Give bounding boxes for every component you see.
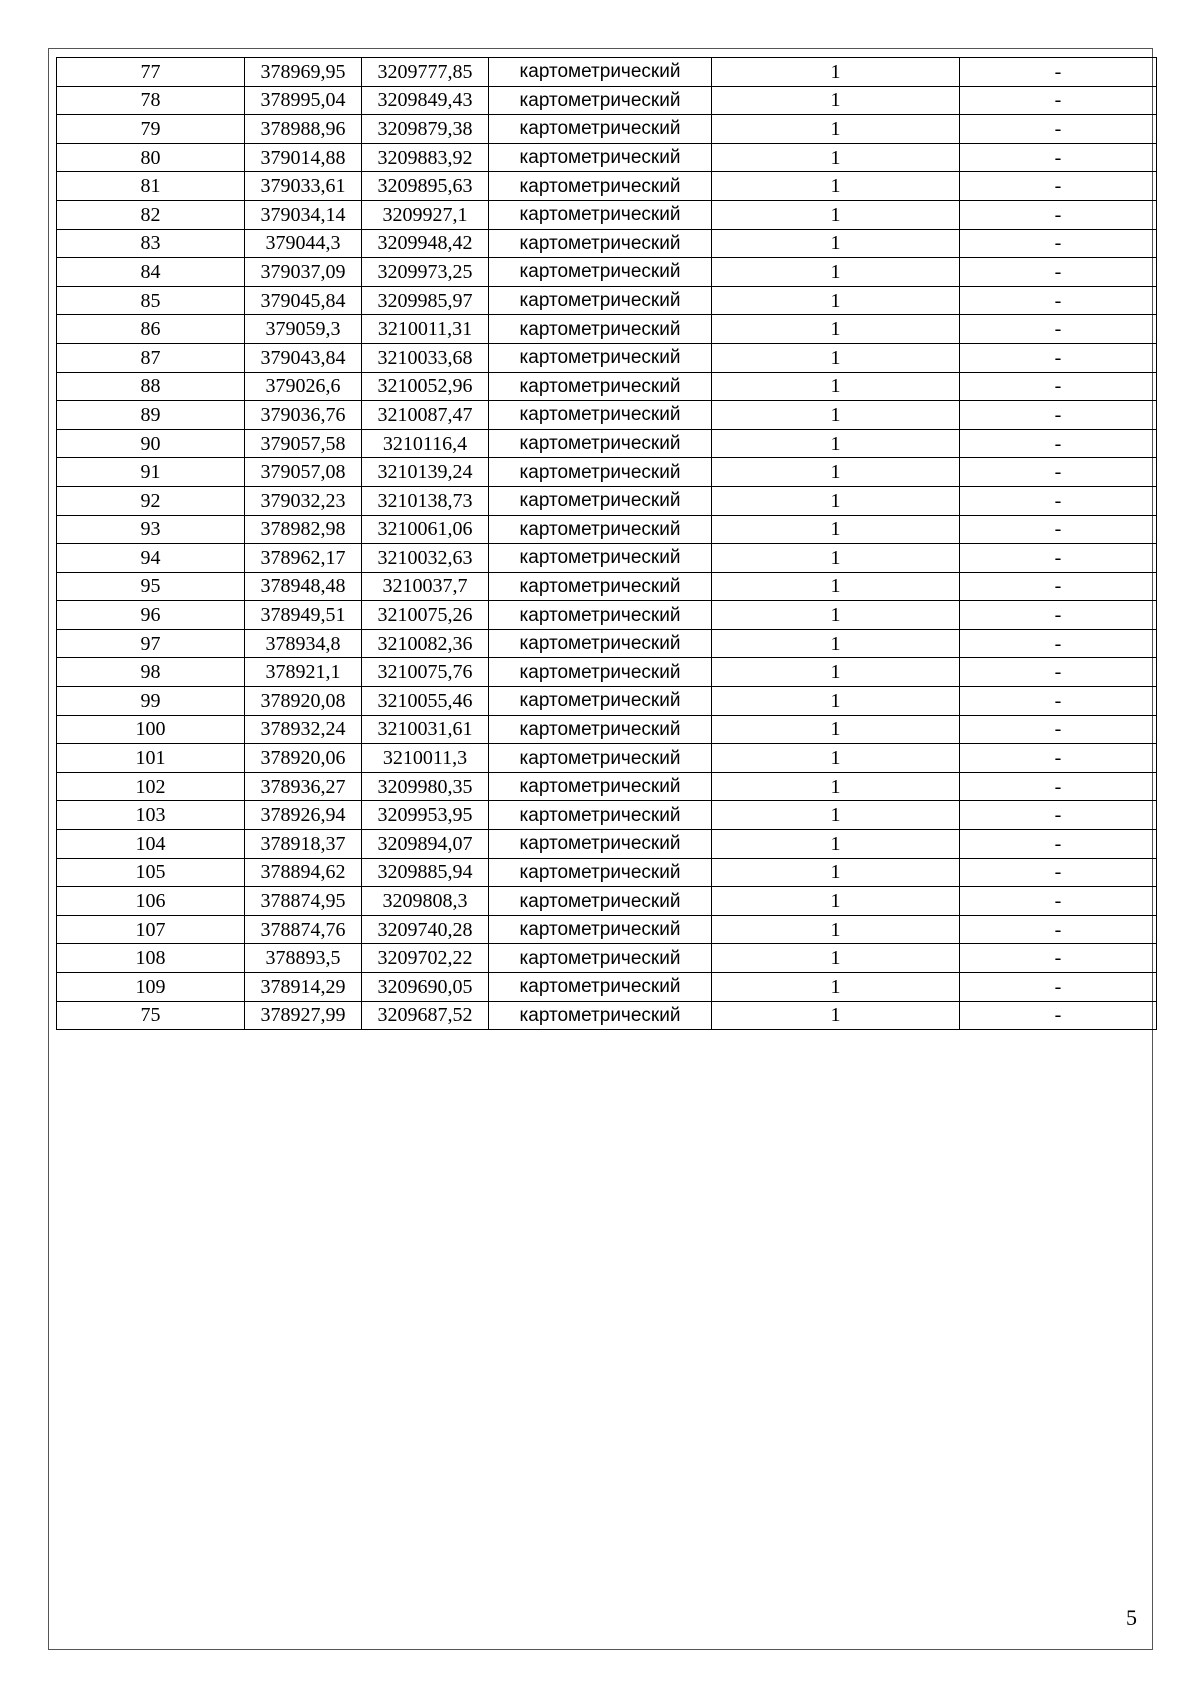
point-number-cell: 89 (57, 401, 245, 430)
y-coordinate-cell: 3210087,47 (362, 401, 489, 430)
table-row (57, 143, 1157, 172)
coordinates-table (56, 57, 1157, 1030)
note-cell: - (960, 258, 1157, 287)
note-cell: - (960, 486, 1157, 515)
y-coordinate-cell: 3210061,06 (362, 515, 489, 544)
point-number-cell: 102 (57, 772, 245, 801)
accuracy-cell: 1 (712, 86, 960, 115)
table-row (57, 115, 1157, 144)
y-coordinate-cell: 3209894,07 (362, 830, 489, 859)
y-coordinate-cell: 3209808,3 (362, 887, 489, 916)
y-coordinate-cell: 3209885,94 (362, 858, 489, 887)
y-coordinate-cell: 3209883,92 (362, 143, 489, 172)
note-cell: - (960, 915, 1157, 944)
coordinates-table-body (57, 58, 1157, 1030)
note-cell: - (960, 544, 1157, 573)
x-coordinate-cell: 378918,37 (245, 830, 362, 859)
point-number-cell: 97 (57, 629, 245, 658)
table-row (57, 58, 1157, 87)
method-cell: картометрический (489, 801, 712, 830)
table-row (57, 830, 1157, 859)
y-coordinate-cell: 3209687,52 (362, 1001, 489, 1030)
table-row (57, 915, 1157, 944)
method-cell: картометрический (489, 86, 712, 115)
x-coordinate-cell: 378936,27 (245, 772, 362, 801)
point-number-cell: 100 (57, 715, 245, 744)
note-cell: - (960, 115, 1157, 144)
table-row (57, 401, 1157, 430)
x-coordinate-cell: 379057,08 (245, 458, 362, 487)
accuracy-cell: 1 (712, 744, 960, 773)
method-cell: картометрический (489, 973, 712, 1002)
y-coordinate-cell: 3210082,36 (362, 629, 489, 658)
method-cell: картометрический (489, 429, 712, 458)
accuracy-cell: 1 (712, 515, 960, 544)
point-number-cell: 87 (57, 343, 245, 372)
x-coordinate-cell: 378932,24 (245, 715, 362, 744)
point-number-cell: 75 (57, 1001, 245, 1030)
y-coordinate-cell: 3209740,28 (362, 915, 489, 944)
y-coordinate-cell: 3210138,73 (362, 486, 489, 515)
point-number-cell: 101 (57, 744, 245, 773)
accuracy-cell: 1 (712, 658, 960, 687)
accuracy-cell: 1 (712, 801, 960, 830)
table-row (57, 86, 1157, 115)
table-row (57, 372, 1157, 401)
note-cell: - (960, 143, 1157, 172)
note-cell: - (960, 86, 1157, 115)
x-coordinate-cell: 378874,76 (245, 915, 362, 944)
point-number-cell: 109 (57, 973, 245, 1002)
accuracy-cell: 1 (712, 601, 960, 630)
y-coordinate-cell: 3209927,1 (362, 200, 489, 229)
accuracy-cell: 1 (712, 887, 960, 916)
accuracy-cell: 1 (712, 973, 960, 1002)
x-coordinate-cell: 378920,06 (245, 744, 362, 773)
note-cell: - (960, 200, 1157, 229)
accuracy-cell: 1 (712, 572, 960, 601)
accuracy-cell: 1 (712, 143, 960, 172)
method-cell: картометрический (489, 944, 712, 973)
y-coordinate-cell: 3210075,76 (362, 658, 489, 687)
point-number-cell: 95 (57, 572, 245, 601)
accuracy-cell: 1 (712, 229, 960, 258)
x-coordinate-cell: 379043,84 (245, 343, 362, 372)
note-cell: - (960, 372, 1157, 401)
point-number-cell: 107 (57, 915, 245, 944)
y-coordinate-cell: 3209953,95 (362, 801, 489, 830)
accuracy-cell: 1 (712, 629, 960, 658)
table-row (57, 772, 1157, 801)
page-number: 5 (1126, 1605, 1137, 1630)
note-cell: - (960, 58, 1157, 87)
note-cell: - (960, 658, 1157, 687)
accuracy-cell: 1 (712, 830, 960, 859)
table-row (57, 944, 1157, 973)
point-number-cell: 85 (57, 286, 245, 315)
method-cell: картометрический (489, 486, 712, 515)
y-coordinate-cell: 3209690,05 (362, 973, 489, 1002)
y-coordinate-cell: 3210052,96 (362, 372, 489, 401)
method-cell: картометрический (489, 58, 712, 87)
x-coordinate-cell: 378921,1 (245, 658, 362, 687)
y-coordinate-cell: 3209948,42 (362, 229, 489, 258)
method-cell: картометрический (489, 315, 712, 344)
x-coordinate-cell: 379034,14 (245, 200, 362, 229)
method-cell: картометрический (489, 830, 712, 859)
point-number-cell: 104 (57, 830, 245, 859)
x-coordinate-cell: 379059,3 (245, 315, 362, 344)
x-coordinate-cell: 378988,96 (245, 115, 362, 144)
method-cell: картометрический (489, 172, 712, 201)
table-row (57, 200, 1157, 229)
point-number-cell: 98 (57, 658, 245, 687)
method-cell: картометрический (489, 687, 712, 716)
method-cell: картометрический (489, 572, 712, 601)
accuracy-cell: 1 (712, 58, 960, 87)
point-number-cell: 77 (57, 58, 245, 87)
table-row (57, 687, 1157, 716)
table-row (57, 429, 1157, 458)
note-cell: - (960, 744, 1157, 773)
accuracy-cell: 1 (712, 401, 960, 430)
note-cell: - (960, 286, 1157, 315)
table-row (57, 744, 1157, 773)
x-coordinate-cell: 379037,09 (245, 258, 362, 287)
y-coordinate-cell: 3210033,68 (362, 343, 489, 372)
y-coordinate-cell: 3210075,26 (362, 601, 489, 630)
note-cell: - (960, 315, 1157, 344)
table-row (57, 973, 1157, 1002)
table-row (57, 715, 1157, 744)
point-number-cell: 105 (57, 858, 245, 887)
x-coordinate-cell: 378927,99 (245, 1001, 362, 1030)
method-cell: картометрический (489, 544, 712, 573)
x-coordinate-cell: 379032,23 (245, 486, 362, 515)
table-row (57, 1001, 1157, 1030)
y-coordinate-cell: 3209895,63 (362, 172, 489, 201)
y-coordinate-cell: 3209849,43 (362, 86, 489, 115)
point-number-cell: 90 (57, 429, 245, 458)
table-row (57, 515, 1157, 544)
table-row (57, 229, 1157, 258)
x-coordinate-cell: 378914,29 (245, 973, 362, 1002)
method-cell: картометрический (489, 372, 712, 401)
point-number-cell: 78 (57, 86, 245, 115)
method-cell: картометрический (489, 858, 712, 887)
point-number-cell: 94 (57, 544, 245, 573)
point-number-cell: 108 (57, 944, 245, 973)
point-number-cell: 84 (57, 258, 245, 287)
x-coordinate-cell: 379033,61 (245, 172, 362, 201)
note-cell: - (960, 572, 1157, 601)
x-coordinate-cell: 379036,76 (245, 401, 362, 430)
y-coordinate-cell: 3210032,63 (362, 544, 489, 573)
y-coordinate-cell: 3210116,4 (362, 429, 489, 458)
note-cell: - (960, 515, 1157, 544)
point-number-cell: 88 (57, 372, 245, 401)
method-cell: картометрический (489, 915, 712, 944)
note-cell: - (960, 715, 1157, 744)
point-number-cell: 82 (57, 200, 245, 229)
method-cell: картометрический (489, 772, 712, 801)
table-row (57, 258, 1157, 287)
table-row (57, 315, 1157, 344)
y-coordinate-cell: 3209973,25 (362, 258, 489, 287)
note-cell: - (960, 601, 1157, 630)
accuracy-cell: 1 (712, 172, 960, 201)
table-row (57, 572, 1157, 601)
note-cell: - (960, 229, 1157, 258)
method-cell: картометрический (489, 200, 712, 229)
x-coordinate-cell: 379045,84 (245, 286, 362, 315)
x-coordinate-cell: 379044,3 (245, 229, 362, 258)
y-coordinate-cell: 3210055,46 (362, 687, 489, 716)
method-cell: картометрический (489, 458, 712, 487)
note-cell: - (960, 801, 1157, 830)
table-row (57, 172, 1157, 201)
x-coordinate-cell: 378874,95 (245, 887, 362, 916)
accuracy-cell: 1 (712, 429, 960, 458)
method-cell: картометрический (489, 658, 712, 687)
method-cell: картометрический (489, 887, 712, 916)
accuracy-cell: 1 (712, 458, 960, 487)
y-coordinate-cell: 3210037,7 (362, 572, 489, 601)
point-number-cell: 106 (57, 887, 245, 916)
x-coordinate-cell: 378969,95 (245, 58, 362, 87)
point-number-cell: 93 (57, 515, 245, 544)
method-cell: картометрический (489, 1001, 712, 1030)
note-cell: - (960, 887, 1157, 916)
x-coordinate-cell: 378962,17 (245, 544, 362, 573)
y-coordinate-cell: 3209777,85 (362, 58, 489, 87)
y-coordinate-cell: 3210011,3 (362, 744, 489, 773)
x-coordinate-cell: 378934,8 (245, 629, 362, 658)
point-number-cell: 83 (57, 229, 245, 258)
point-number-cell: 96 (57, 601, 245, 630)
accuracy-cell: 1 (712, 315, 960, 344)
x-coordinate-cell: 378893,5 (245, 944, 362, 973)
table-row (57, 801, 1157, 830)
accuracy-cell: 1 (712, 343, 960, 372)
method-cell: картометрический (489, 115, 712, 144)
method-cell: картометрический (489, 229, 712, 258)
point-number-cell: 81 (57, 172, 245, 201)
y-coordinate-cell: 3209980,35 (362, 772, 489, 801)
method-cell: картометрический (489, 401, 712, 430)
table-row (57, 858, 1157, 887)
point-number-cell: 92 (57, 486, 245, 515)
accuracy-cell: 1 (712, 258, 960, 287)
method-cell: картометрический (489, 343, 712, 372)
point-number-cell: 91 (57, 458, 245, 487)
method-cell: картометрический (489, 601, 712, 630)
x-coordinate-cell: 379014,88 (245, 143, 362, 172)
accuracy-cell: 1 (712, 915, 960, 944)
note-cell: - (960, 687, 1157, 716)
x-coordinate-cell: 378949,51 (245, 601, 362, 630)
x-coordinate-cell: 378894,62 (245, 858, 362, 887)
point-number-cell: 103 (57, 801, 245, 830)
table-row (57, 286, 1157, 315)
accuracy-cell: 1 (712, 715, 960, 744)
table-row (57, 887, 1157, 916)
method-cell: картометрический (489, 515, 712, 544)
table-row (57, 601, 1157, 630)
y-coordinate-cell: 3210011,31 (362, 315, 489, 344)
method-cell: картометрический (489, 258, 712, 287)
accuracy-cell: 1 (712, 115, 960, 144)
table-row (57, 486, 1157, 515)
x-coordinate-cell: 379026,6 (245, 372, 362, 401)
table-row (57, 343, 1157, 372)
accuracy-cell: 1 (712, 486, 960, 515)
note-cell: - (960, 858, 1157, 887)
point-number-cell: 80 (57, 143, 245, 172)
y-coordinate-cell: 3209879,38 (362, 115, 489, 144)
table-row (57, 629, 1157, 658)
table-row (57, 658, 1157, 687)
note-cell: - (960, 772, 1157, 801)
note-cell: - (960, 629, 1157, 658)
accuracy-cell: 1 (712, 372, 960, 401)
note-cell: - (960, 343, 1157, 372)
x-coordinate-cell: 378995,04 (245, 86, 362, 115)
y-coordinate-cell: 3209702,22 (362, 944, 489, 973)
x-coordinate-cell: 378926,94 (245, 801, 362, 830)
y-coordinate-cell: 3210139,24 (362, 458, 489, 487)
accuracy-cell: 1 (712, 858, 960, 887)
note-cell: - (960, 429, 1157, 458)
note-cell: - (960, 830, 1157, 859)
point-number-cell: 99 (57, 687, 245, 716)
accuracy-cell: 1 (712, 544, 960, 573)
x-coordinate-cell: 378920,08 (245, 687, 362, 716)
accuracy-cell: 1 (712, 286, 960, 315)
method-cell: картометрический (489, 286, 712, 315)
note-cell: - (960, 401, 1157, 430)
x-coordinate-cell: 378982,98 (245, 515, 362, 544)
y-coordinate-cell: 3209985,97 (362, 286, 489, 315)
note-cell: - (960, 944, 1157, 973)
y-coordinate-cell: 3210031,61 (362, 715, 489, 744)
method-cell: картометрический (489, 143, 712, 172)
method-cell: картометрический (489, 715, 712, 744)
x-coordinate-cell: 379057,58 (245, 429, 362, 458)
table-row (57, 544, 1157, 573)
accuracy-cell: 1 (712, 1001, 960, 1030)
accuracy-cell: 1 (712, 687, 960, 716)
accuracy-cell: 1 (712, 944, 960, 973)
note-cell: - (960, 973, 1157, 1002)
note-cell: - (960, 172, 1157, 201)
accuracy-cell: 1 (712, 200, 960, 229)
method-cell: картометрический (489, 629, 712, 658)
x-coordinate-cell: 378948,48 (245, 572, 362, 601)
accuracy-cell: 1 (712, 772, 960, 801)
note-cell: - (960, 1001, 1157, 1030)
note-cell: - (960, 458, 1157, 487)
table-row (57, 458, 1157, 487)
point-number-cell: 79 (57, 115, 245, 144)
method-cell: картометрический (489, 744, 712, 773)
point-number-cell: 86 (57, 315, 245, 344)
